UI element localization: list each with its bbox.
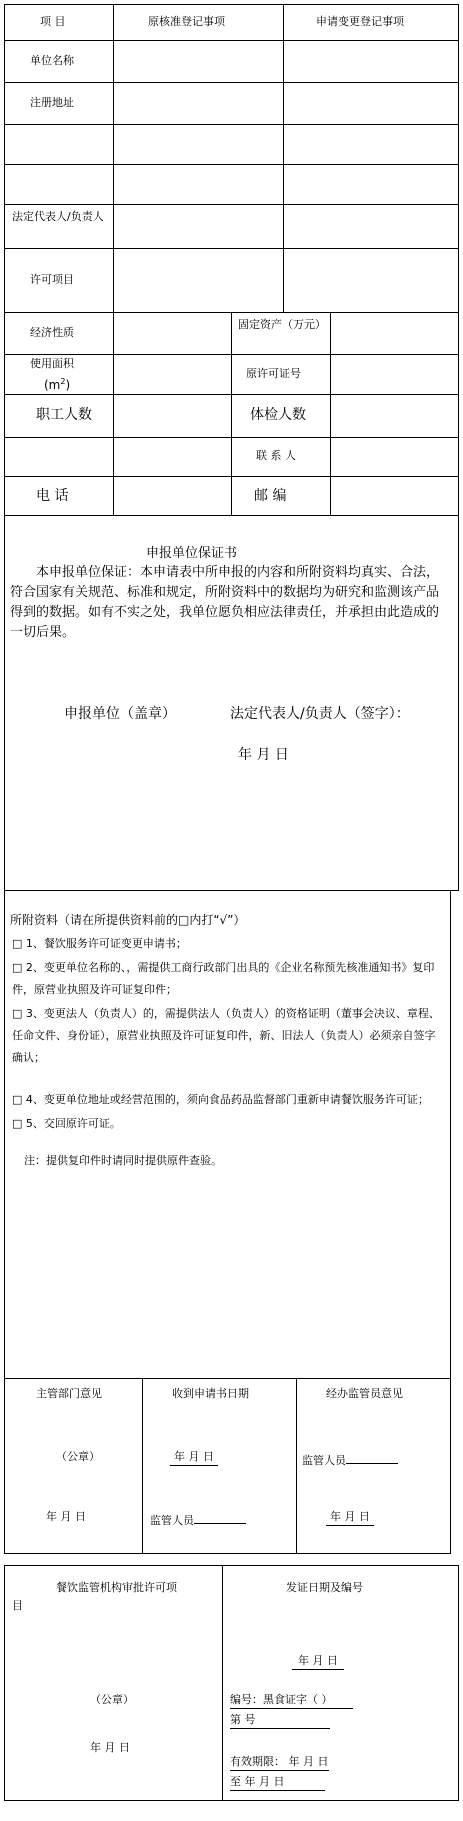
guarantee-date: 年 月 日 <box>238 747 289 763</box>
attach-border-left <box>4 890 5 1378</box>
label-area-unit: $(m^2)$ <box>44 377 71 392</box>
label-legal-rep: 法定代表人/负责人 <box>12 210 104 223</box>
officer-opinion-title: 经办监管员意见 <box>326 1387 403 1400</box>
recv-date: 年 月 日 <box>170 1449 218 1466</box>
table-col-line <box>330 312 331 515</box>
row-line <box>4 248 459 249</box>
row-line <box>4 4 459 5</box>
label-postcode: 邮 编 <box>254 488 287 504</box>
cert-no-seq: 第 号 <box>230 1712 330 1729</box>
attachment-item[interactable]: □ 3、变更法人（负责人）的，需提供法人（负责人）的资格证明（董事会决议、章程、任命文件、身份证），原营业执照及许可证复印件，新、旧法人（负责人）必须亲自签字确认； <box>12 1007 440 1064</box>
row-line <box>4 515 459 516</box>
attachment-item[interactable]: □ 1、餐饮服务许可证变更申请书； <box>12 937 187 950</box>
opinion-top-line <box>4 1378 451 1379</box>
officer-date: 年 月 日 <box>326 1509 374 1526</box>
approval-line <box>458 1565 459 1801</box>
recv-person: 监管人员 <box>150 1509 246 1529</box>
approval-bottom-line <box>4 1800 459 1801</box>
sign-rep: 法定代表人/负责人（签字）： <box>230 706 410 722</box>
row-line <box>4 124 459 125</box>
approval-title: 餐饮监管机构审批许可项 <box>56 1581 177 1594</box>
label-area: 使用面积 <box>30 357 74 370</box>
label-econ-nature: 经济性质 <box>30 326 74 339</box>
label-checked-count: 体检人数 <box>250 407 306 423</box>
label-license-item: 许可项目 <box>30 273 74 286</box>
dept-date: 年 月 日 <box>46 1510 86 1523</box>
approval-title-cont: 目 <box>12 1599 23 1612</box>
label-phone: 电 话 <box>36 488 69 504</box>
row-line <box>4 82 459 83</box>
opinion-line <box>450 1378 451 1554</box>
label-staff-count: 职工人数 <box>36 407 92 423</box>
dept-seal: （公章） <box>56 1450 100 1463</box>
opinion-line <box>4 1378 5 1554</box>
row-line <box>4 40 459 41</box>
issue-date: 年 月 日 <box>292 1653 344 1670</box>
valid-to: 至 年 月 日 <box>230 1774 325 1791</box>
recv-date-title: 收到申请书日期 <box>172 1387 249 1400</box>
guarantee-body: 本申报单位保证：本申请表中所申报的内容和所附资料均真实、合法，符合国家有关规范、标准和规定，所附资料中的数据均为研究和监测该产品得到的数据。如有不实之处，我单位愿负相应法律责任，并承担由此造成的一切后果。 <box>10 565 440 640</box>
approval-top-line <box>4 1565 459 1566</box>
attachments-title: 所附资料（请在所提供资料前的□内打“√”） <box>10 913 246 927</box>
table-col-line <box>283 4 284 312</box>
row-line <box>4 354 459 355</box>
label-fixed-assets: 固定资产（万元） <box>238 318 326 331</box>
row-line <box>4 437 459 438</box>
attachment-list <box>12 933 442 1135</box>
guarantee-title: 申报单位保证书 <box>146 546 238 561</box>
officer-person: 监管人员 <box>302 1449 398 1469</box>
opinion-line <box>296 1378 297 1554</box>
cert-no: 编号：黑食证字（ ） <box>230 1692 353 1709</box>
label-reg-address: 注册地址 <box>30 96 74 109</box>
valid-from: 有效期限： 年 月 日 <box>230 1754 329 1771</box>
sign-unit: 申报单位（盖章） <box>64 706 176 722</box>
approval-line <box>4 1565 5 1801</box>
attachment-item[interactable]: □ 2、变更单位名称的、，需提供工商行政部门出具的《企业名称预先核准通知书》复印件，原营业执照及许可证复印件； <box>12 961 435 996</box>
table-col-line <box>113 4 114 515</box>
opinion-line <box>142 1378 143 1554</box>
approval-line <box>222 1565 223 1801</box>
row-line <box>4 204 459 205</box>
label-orig-license: 原许可证号 <box>246 367 301 380</box>
attachment-item[interactable]: □ 4、变更单位地址或经营范围的，须向食品药品监督部门重新申请餐饮服务许可证； <box>12 1093 429 1106</box>
row-line <box>4 164 459 165</box>
guarantee-border-bottom <box>4 890 459 891</box>
label-unit-name: 单位名称 <box>30 54 74 67</box>
header-change: 申请变更登记事项 <box>316 15 404 28</box>
label-contact: 联 系 人 <box>256 449 296 462</box>
issue-title: 发证日期及编号 <box>286 1581 363 1594</box>
dept-opinion-title: 主管部门意见 <box>36 1387 102 1400</box>
row-line <box>4 476 459 477</box>
guarantee-border-left <box>4 527 5 890</box>
attachment-item[interactable]: □ 5、交回原许可证。 <box>12 1117 121 1130</box>
header-item: 项 目 <box>40 15 66 28</box>
row-line <box>4 312 459 313</box>
header-original: 原核准登记事项 <box>148 15 225 28</box>
guarantee-border-right <box>458 515 459 890</box>
attachments-note: 注：提供复印件时请同时提供原件查验。 <box>24 1154 222 1167</box>
approval-seal: （公章） <box>90 1693 134 1706</box>
table-col-line <box>231 312 232 515</box>
row-line <box>4 394 459 395</box>
opinion-bottom-line <box>4 1553 451 1554</box>
approval-date: 年 月 日 <box>90 1741 130 1754</box>
attach-border-right <box>450 890 451 1378</box>
